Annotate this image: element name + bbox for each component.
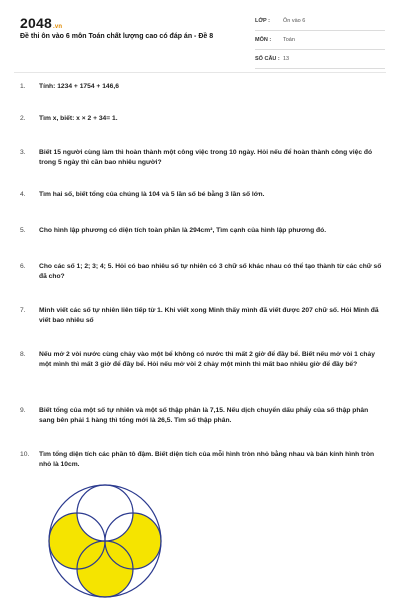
question-number: 5. [20, 227, 26, 234]
question-text: Biết tổng của một số tự nhiên và một số thập phân là 7,15. Nếu dịch chuyển dấu phẩy của số thập phân sang bên phải 1 hàng thì tổng mới là 26,5. Tìm số thập phân. [39, 407, 369, 424]
meta-value: Ôn vào 6 [283, 18, 306, 24]
question-item [20, 306, 390, 326]
question-text: Biết 15 người cùng làm thì hoàn thành một công việc trong 10 ngày. Hỏi nếu để hoàn thành công việc đó trong 5 ngày thì cần bao nhiêu người? [39, 149, 373, 166]
header-divider [14, 72, 386, 73]
question-number: 2. [20, 115, 26, 122]
meta-label: MÔN : [255, 37, 272, 43]
logo-suffix: .vn [52, 24, 63, 30]
meta-row-class [255, 12, 385, 31]
meta-row-subject [255, 31, 385, 50]
question-number: 7. [20, 307, 26, 314]
meta-value: Toán [283, 37, 295, 43]
question-text: Tìm tổng diện tích các phần tô đậm. Biết diện tích của mỗi hình tròn nhỏ bằng nhau và bán kính hình tròn nhỏ là 10cm. [39, 451, 375, 468]
exam-meta-table [255, 12, 385, 69]
question-text: Tính: 1234 + 1754 + 146,6 [39, 83, 119, 90]
logo-text: 2048 [20, 15, 52, 31]
meta-label: SỐ CÂU : [255, 56, 280, 62]
question-text: Cho hình lập phương có diện tích toàn phần là 294cm², Tìm cạnh của hình lập phương đó. [39, 227, 327, 234]
question-text: Nếu mở 2 vòi nước cùng chảy vào một bể không có nước thì mất 2 giờ để đầy bể. Biết nếu mở vòi 1 chảy một mình thì mất 3 giờ để đầy bể. Hỏi nếu mở vòi 2 chảy một mình thì mất bao nhiêu giờ để đầy bể? [39, 351, 375, 368]
meta-label: LỚP : [255, 18, 270, 24]
question-number: 6. [20, 263, 26, 270]
meta-value: 13 [283, 56, 290, 62]
question-item [20, 262, 390, 282]
question-item [20, 114, 390, 124]
question-number: 8. [20, 351, 26, 358]
circles-figure [45, 482, 165, 600]
question-text: Minh viết các số tự nhiên liên tiếp từ 1. Khi viết xong Minh thấy mình đã viết được 207 chữ số. Hỏi Minh đã viết bao nhiêu số [39, 307, 379, 324]
meta-row-count [255, 50, 385, 69]
question-text: Cho các số 1; 2; 3; 4; 5. Hỏi có bao nhiêu số tự nhiên có 3 chữ số khác nhau có thể tạo thành từ các chữ số đã cho? [39, 263, 382, 280]
site-logo[interactable] [20, 15, 62, 31]
question-text: Tìm x, biết: x × 2 + 34= 1. [39, 115, 118, 122]
question-number: 4. [20, 191, 26, 198]
question-number: 10. [20, 451, 30, 458]
page-title: Đề thi ôn vào 6 môn Toán chất lượng cao có đáp án - Đề 8 [20, 33, 214, 40]
question-number: 1. [20, 83, 26, 90]
question-item [20, 450, 390, 470]
question-number: 3. [20, 149, 26, 156]
question-item [20, 82, 390, 92]
question-text: Tìm hai số, biết tổng của chúng là 104 và 5 lần số bé bằng 3 lần số lớn. [39, 191, 265, 198]
question-item [20, 148, 390, 168]
question-item [20, 406, 390, 426]
question-number: 9. [20, 407, 26, 414]
question-item [20, 350, 390, 370]
question-item [20, 190, 390, 200]
question-item [20, 226, 390, 236]
